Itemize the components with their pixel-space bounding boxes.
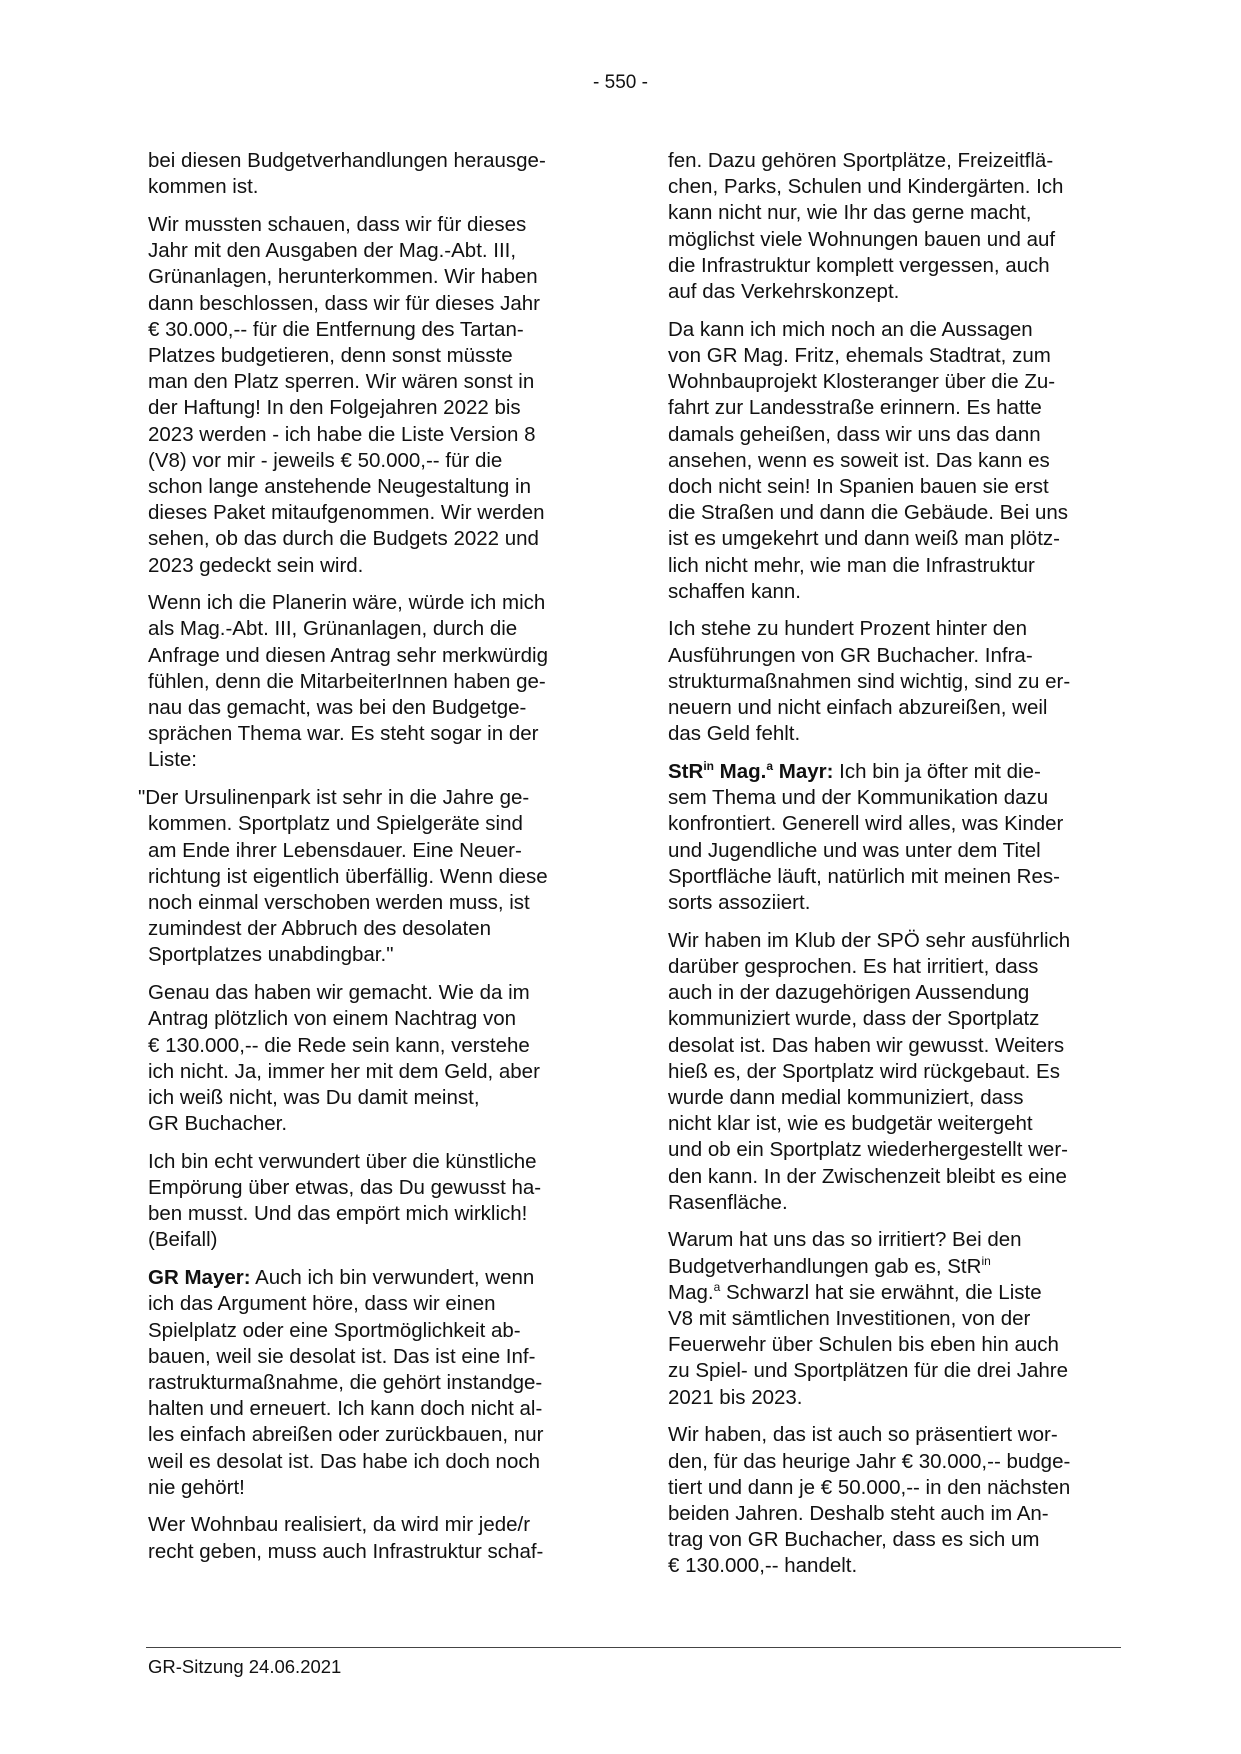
speech-paragraph xyxy=(668,759,1120,916)
left-column xyxy=(138,148,606,1576)
speech-text: Ich bin ja öfter mit die- sem Thema und der Kommunikation dazu konfrontiert. Generell wird alles, was Kinder und Jugendliche und was unter dem Titel Sportfläche läuft, natürlich mit meinen Res- sorts assoziiert. xyxy=(668,759,1064,914)
paragraph: Wir mussten schauen, dass wir für dieses Jahr mit den Ausgaben der Mag.-Abt. III, Grünanlagen, herunterkommen. Wir haben dann beschlossen, dass wir für dieses Jahr € 30.000,-- für die Entfernung des Tartan- Platzes budgetieren, denn sonst müsste man den Platz sperren. Wir wären sonst in der Haftung! In den Folgejahren 2022 bis 2023 werden - ich habe die Liste Version 8 (V8) vor mir - jeweils € 50.000,-- für die schon lange anstehende Neugestaltung in dieses Paket mitaufgenommen. Wir werden sehen, ob das durch die Budgets 2022 und 2023 gedeckt sein wird. xyxy=(148,212,545,577)
paragraph: bei diesen Budgetverhandlungen herausge- kommen ist. xyxy=(148,149,546,199)
speech-paragraph xyxy=(148,1265,606,1501)
speech-text: Auch ich bin verwundert, wenn ich das Argument höre, dass wir einen Spielplatz oder eine Sportmöglichkeit ab- bauen, weil sie desolat ist. Das ist eine Inf- rastrukturmaßnahme, die gehört instandge- halten und erneuert. Ich kann doch nicht al- les einfach abreißen oder zurückbauen, nur weil es desolat ist. Das habe ich doch noch nie gehört! xyxy=(148,1266,544,1499)
speaker-name: GR Mayer: xyxy=(148,1266,251,1290)
page-number: - 550 - xyxy=(593,72,648,93)
speaker-name: StR$^{in}$ Mag.$^a$ Mayr: xyxy=(668,759,834,783)
paragraph: Ich bin echt verwundert über die künstliche Empörung über etwas, das Du gewusst ha- ben musst. Und das empört mich wirklich! (Beifall) xyxy=(148,1149,542,1252)
quote-paragraph: "Der Ursulinenpark ist sehr in die Jahre ge- kommen. Sportplatz und Spielgeräte sind am Ende ihrer Lebensdauer. Eine Neuer- richtung ist eigentlich überfällig. Wenn diese noch einmal verschoben werden muss, ist zumindest der Abbruch des desolaten Sportplatzes unabdingbar." xyxy=(138,786,548,967)
paragraph: Wer Wohnbau realisiert, da wird mir jede/r recht geben, muss auch Infrastruktur schaf- xyxy=(148,1513,544,1563)
paragraph: Da kann ich mich noch an die Aussagen von GR Mag. Fritz, ehemals Stadtrat, zum Wohnbauprojekt Klosteranger über die Zu- fahrt zur Landesstraße erinnern. Es hatte damals geheißen, dass wir uns das dann ansehen, wenn es soweit ist. Das kann es doch nicht sein! In Spanien bauen sie erst die Straßen und dann die Gebäude. Bei uns ist es umgekehrt und dann weiß man plötz- lich nicht mehr, wie man die Infrastruktur schaffen kann. xyxy=(668,317,1069,603)
paragraph: Wir haben, das ist auch so präsentiert wor- den, für das heurige Jahr € 30.000,-- budge- tiert und dann je € 50.000,-- in den nächsten beiden Jahren. Deshalb steht auch im An- trag von GR Buchacher, dass es sich um € 130.000,-- handelt. xyxy=(668,1423,1071,1578)
footer-session-date: GR-Sitzung 24.06.2021 xyxy=(148,1656,342,1677)
paragraph: Wenn ich die Planerin wäre, würde ich mich als Mag.-Abt. III, Grünanlagen, durch die Anfrage und diesen Antrag sehr merkwürdig fühlen, denn die MitarbeiterInnen haben ge- nau das gemacht, was bei den Budgetge- sprächen Thema war. Es steht sogar in der Liste: xyxy=(148,591,548,772)
right-column xyxy=(668,148,1120,1591)
paragraph: Genau das haben wir gemacht. Wie da im Antrag plötzlich von einem Nachtrag von € 130.000,-- die Rede sein kann, verstehe ich nicht. Ja, immer her mit dem Geld, aber ich weiß nicht, was Du damit meinst, GR Buchacher. xyxy=(148,981,540,1136)
footer-divider xyxy=(146,1647,1121,1648)
paragraph: Warum hat uns das so irritiert? Bei den Budgetverhandlungen gab es, StR$^{in}$ Mag.$^a$ Schwarzl hat sie erwähnt, die Liste V8 mit sämtlichen Investitionen, von der Feuerwehr über Schulen bis eben hin auch zu Spiel- und Sportplätzen für die drei Jahre 2021 bis 2023. xyxy=(668,1228,1068,1409)
paragraph: Wir haben im Klub der SPÖ sehr ausführlich darüber gesprochen. Es hat irritiert, dass auch in der dazugehörigen Aussendung kommuniziert wurde, dass der Sportplatz desolat ist. Das haben wir gewusst. Weiters hieß es, der Sportplatz wird rückgebaut. Es wurde dann medial kommuniziert, dass nicht klar ist, wie es budgetär weitergeht und ob ein Sportplatz wiederhergestellt wer- den kann. In der Zwischenzeit bleibt es eine Rasenfläche. xyxy=(668,928,1071,1214)
paragraph: fen. Dazu gehören Sportplätze, Freizeitflä- chen, Parks, Schulen und Kindergärten. Ich kann nicht nur, wie Ihr das gerne macht, möglichst viele Wohnungen bauen und auf die Infrastruktur komplett vergessen, auch auf das Verkehrskonzept. xyxy=(668,149,1064,304)
paragraph: Ich stehe zu hundert Prozent hinter den Ausführungen von GR Buchacher. Infra- strukturmaßnahmen sind wichtig, sind zu er- neuern und nicht einfach abzureißen, weil das Geld fehlt. xyxy=(668,617,1071,746)
